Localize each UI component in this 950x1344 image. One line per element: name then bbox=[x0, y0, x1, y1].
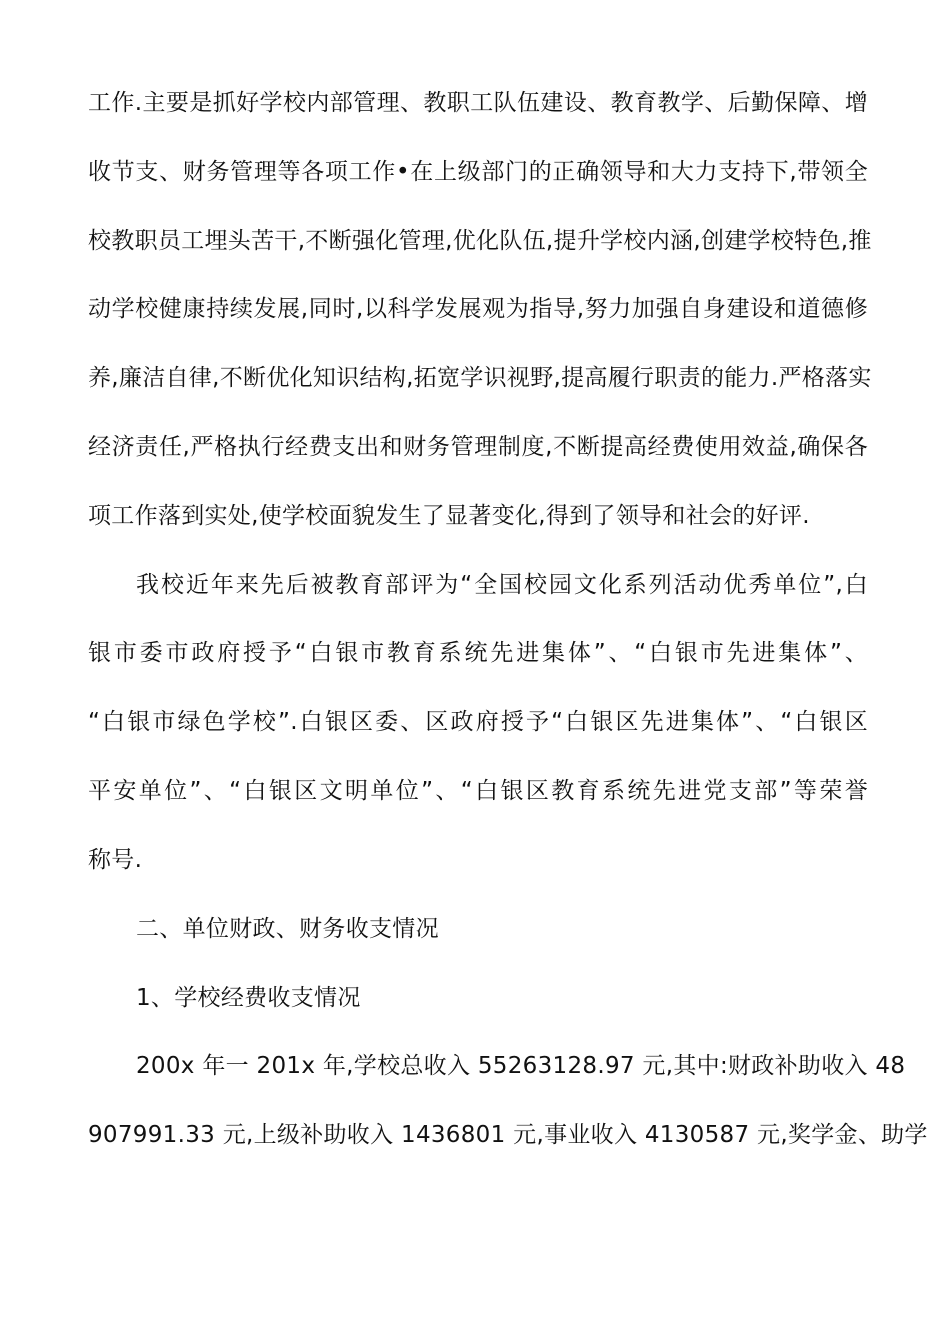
paragraph-line: “白银市绿色学校”.白银区委、区政府授予“白银区先进集体”、“白银区 bbox=[88, 709, 868, 735]
paragraph-line: 经济责任,严格执行经费支出和财务管理制度,不断提高经费使用效益,确保各 bbox=[88, 434, 868, 460]
paragraph-line: 200x 年一 201x 年,学校总收入 55263128.97 元,其中:财政补助收入 48 bbox=[136, 1053, 906, 1079]
paragraph-line: 称号. bbox=[88, 847, 143, 873]
paragraph-line: 工作.主要是抓好学校内部管理、教职工队伍建设、教育教学、后勤保障、增 bbox=[88, 90, 868, 116]
paragraph-line: 我校近年来先后被教育部评为“全国校园文化系列活动优秀单位”,白 bbox=[136, 572, 868, 598]
section-heading: 二、单位财政、财务收支情况 bbox=[136, 916, 439, 942]
subsection-heading: 1、学校经费收支情况 bbox=[136, 985, 361, 1011]
paragraph-line: 动学校健康持续发展,同时,以科学发展观为指导,努力加强自身建设和道德修 bbox=[88, 296, 868, 322]
paragraph-line: 平安单位”、“白银区文明单位”、“白银区教育系统先进党支部”等荣誉 bbox=[88, 778, 868, 804]
paragraph-line: 907991.33 元,上级补助收入 1436801 元,事业收入 4130587 元,奖学金、助学 bbox=[88, 1122, 928, 1148]
paragraph-line: 银市委市政府授予“白银市教育系统先进集体”、“白银市先进集体”、 bbox=[88, 640, 868, 666]
paragraph-line: 养,廉洁自律,不断优化知识结构,拓宽学识视野,提高履行职责的能力.严格落实 bbox=[88, 365, 872, 391]
paragraph-line: 校教职员工埋头苦干,不断强化管理,优化队伍,提升学校内涵,创建学校特色,推 bbox=[88, 228, 872, 254]
paragraph-line: 收节支、财务管理等各项工作•在上级部门的正确领导和大力支持下,带领全 bbox=[88, 159, 868, 185]
paragraph-line: 项工作落到实处,使学校面貌发生了显著变化,得到了领导和社会的好评. bbox=[88, 503, 810, 529]
